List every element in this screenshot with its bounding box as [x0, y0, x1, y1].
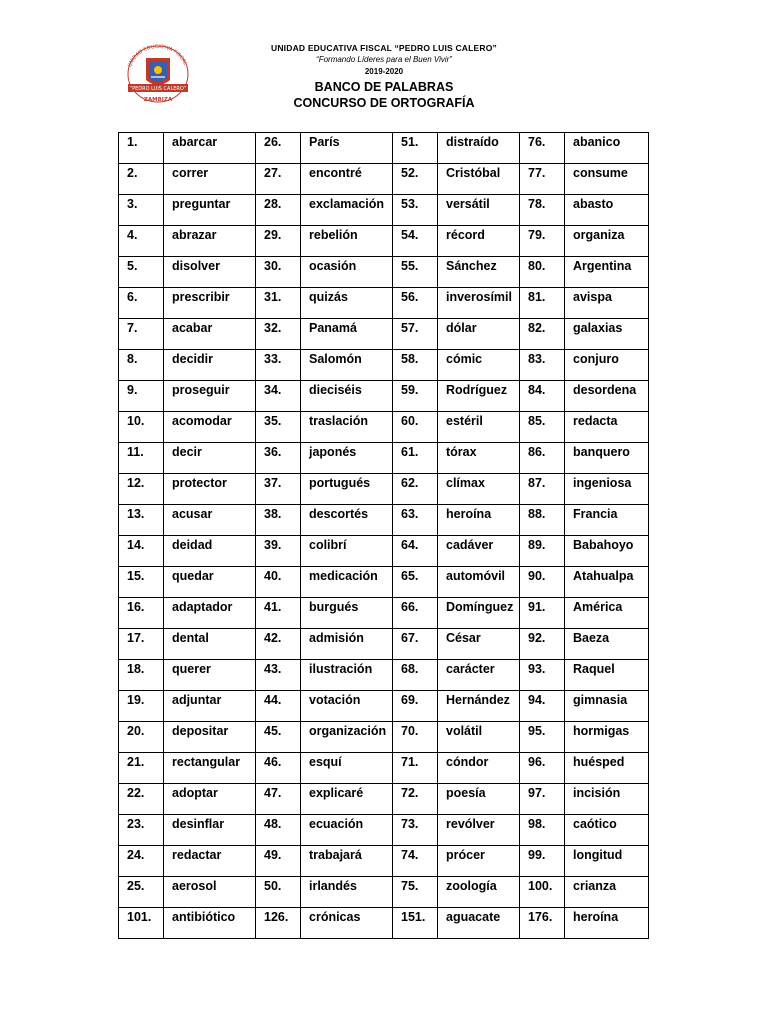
table-row	[119, 350, 649, 381]
table-row	[119, 753, 649, 784]
word-cell: cómic	[438, 350, 520, 381]
word-number-cell: 63.	[393, 505, 438, 536]
school-year: 2019-2020	[364, 67, 404, 76]
word-number-cell: 39.	[256, 536, 301, 567]
word-number-cell: 1.	[119, 133, 164, 164]
word-number-cell: 43.	[256, 660, 301, 691]
word-cell: querer	[164, 660, 256, 691]
table-row	[119, 474, 649, 505]
word-number-cell: 97.	[520, 784, 565, 815]
word-number-cell: 84.	[520, 381, 565, 412]
word-number-cell: 15.	[119, 567, 164, 598]
word-cell: prócer	[438, 846, 520, 877]
word-number-cell: 93.	[520, 660, 565, 691]
word-number-cell: 92.	[520, 629, 565, 660]
word-cell: ingeniosa	[565, 474, 649, 505]
table-row	[119, 443, 649, 474]
word-cell: Panamá	[301, 319, 393, 350]
word-cell: abarcar	[164, 133, 256, 164]
word-cell: organización	[301, 722, 393, 753]
word-cell: abrazar	[164, 226, 256, 257]
word-number-cell: 24.	[119, 846, 164, 877]
word-cell: quizás	[301, 288, 393, 319]
table-row	[119, 195, 649, 226]
word-number-cell: 151.	[393, 908, 438, 939]
word-cell: carácter	[438, 660, 520, 691]
word-cell: consume	[565, 164, 649, 195]
word-cell: preguntar	[164, 195, 256, 226]
word-number-cell: 81.	[520, 288, 565, 319]
logo-arc-text: UNIDAD EDUCATIVA FISCAL	[127, 43, 189, 69]
word-cell: Salomón	[301, 350, 393, 381]
word-cell: Sánchez	[438, 257, 520, 288]
word-number-cell: 82.	[520, 319, 565, 350]
word-cell: deidad	[164, 536, 256, 567]
word-number-cell: 37.	[256, 474, 301, 505]
word-cell: dieciséis	[301, 381, 393, 412]
word-cell: decir	[164, 443, 256, 474]
word-number-cell: 54.	[393, 226, 438, 257]
word-cell: gimnasia	[565, 691, 649, 722]
word-cell: exclamación	[301, 195, 393, 226]
word-cell: conjuro	[565, 350, 649, 381]
word-cell: depositar	[164, 722, 256, 753]
word-number-cell: 33.	[256, 350, 301, 381]
word-cell: crianza	[565, 877, 649, 908]
word-cell: cóndor	[438, 753, 520, 784]
word-cell: colibrí	[301, 536, 393, 567]
word-cell: redactar	[164, 846, 256, 877]
word-number-cell: 12.	[119, 474, 164, 505]
word-cell: revólver	[438, 815, 520, 846]
table-row	[119, 505, 649, 536]
word-number-cell: 42.	[256, 629, 301, 660]
word-cell: ocasión	[301, 257, 393, 288]
table-row	[119, 598, 649, 629]
word-bank-table	[118, 132, 649, 939]
word-number-cell: 49.	[256, 846, 301, 877]
word-cell: adoptar	[164, 784, 256, 815]
word-number-cell: 48.	[256, 815, 301, 846]
word-cell: portugués	[301, 474, 393, 505]
word-cell: estéril	[438, 412, 520, 443]
word-cell: prescribir	[164, 288, 256, 319]
word-number-cell: 26.	[256, 133, 301, 164]
table-row	[119, 412, 649, 443]
word-cell: Babahoyo	[565, 536, 649, 567]
word-number-cell: 20.	[119, 722, 164, 753]
word-cell: irlandés	[301, 877, 393, 908]
word-cell: récord	[438, 226, 520, 257]
word-number-cell: 60.	[393, 412, 438, 443]
word-cell: trabajará	[301, 846, 393, 877]
word-number-cell: 79.	[520, 226, 565, 257]
word-cell: adjuntar	[164, 691, 256, 722]
word-cell: América	[565, 598, 649, 629]
word-number-cell: 85.	[520, 412, 565, 443]
table-row	[119, 722, 649, 753]
page-title: BANCO DE PALABRAS	[314, 80, 454, 94]
word-cell: abasto	[565, 195, 649, 226]
word-cell: protector	[164, 474, 256, 505]
word-number-cell: 59.	[393, 381, 438, 412]
word-number-cell: 55.	[393, 257, 438, 288]
word-number-cell: 80.	[520, 257, 565, 288]
word-cell: ecuación	[301, 815, 393, 846]
school-name: UNIDAD EDUCATIVA FISCAL “PEDRO LUIS CALERO”	[271, 43, 497, 53]
table-row	[119, 319, 649, 350]
page-subtitle: CONCURSO DE ORTOGRAFÍA	[293, 96, 475, 110]
word-number-cell: 98.	[520, 815, 565, 846]
word-cell: inverosímil	[438, 288, 520, 319]
word-number-cell: 57.	[393, 319, 438, 350]
word-cell: Rodríguez	[438, 381, 520, 412]
word-cell: encontré	[301, 164, 393, 195]
word-cell: César	[438, 629, 520, 660]
word-cell: avispa	[565, 288, 649, 319]
word-number-cell: 95.	[520, 722, 565, 753]
word-cell: distraído	[438, 133, 520, 164]
word-cell: burgués	[301, 598, 393, 629]
table-row	[119, 226, 649, 257]
table-row	[119, 536, 649, 567]
word-number-cell: 91.	[520, 598, 565, 629]
word-cell: Atahualpa	[565, 567, 649, 598]
word-cell: heroína	[565, 908, 649, 939]
word-number-cell: 7.	[119, 319, 164, 350]
word-number-cell: 46.	[256, 753, 301, 784]
word-cell: admisión	[301, 629, 393, 660]
table-row	[119, 288, 649, 319]
word-number-cell: 47.	[256, 784, 301, 815]
word-cell: medicación	[301, 567, 393, 598]
word-number-cell: 90.	[520, 567, 565, 598]
word-number-cell: 73.	[393, 815, 438, 846]
word-cell: Baeza	[565, 629, 649, 660]
word-number-cell: 50.	[256, 877, 301, 908]
word-number-cell: 94.	[520, 691, 565, 722]
table-row	[119, 133, 649, 164]
word-cell: automóvil	[438, 567, 520, 598]
word-number-cell: 58.	[393, 350, 438, 381]
word-cell: París	[301, 133, 393, 164]
word-number-cell: 13.	[119, 505, 164, 536]
word-cell: Cristóbal	[438, 164, 520, 195]
word-number-cell: 70.	[393, 722, 438, 753]
word-number-cell: 25.	[119, 877, 164, 908]
word-cell: adaptador	[164, 598, 256, 629]
word-cell: desinflar	[164, 815, 256, 846]
word-number-cell: 2.	[119, 164, 164, 195]
word-number-cell: 83.	[520, 350, 565, 381]
word-number-cell: 96.	[520, 753, 565, 784]
word-number-cell: 45.	[256, 722, 301, 753]
word-number-cell: 65.	[393, 567, 438, 598]
word-cell: dólar	[438, 319, 520, 350]
word-cell: correr	[164, 164, 256, 195]
word-cell: explicaré	[301, 784, 393, 815]
word-number-cell: 61.	[393, 443, 438, 474]
word-cell: banquero	[565, 443, 649, 474]
table-row	[119, 908, 649, 939]
word-cell: abanico	[565, 133, 649, 164]
word-cell: proseguir	[164, 381, 256, 412]
word-number-cell: 30.	[256, 257, 301, 288]
word-cell: Francia	[565, 505, 649, 536]
word-cell: Raquel	[565, 660, 649, 691]
word-cell: acusar	[164, 505, 256, 536]
word-cell: ilustración	[301, 660, 393, 691]
word-number-cell: 176.	[520, 908, 565, 939]
word-cell: antibiótico	[164, 908, 256, 939]
word-cell: dental	[164, 629, 256, 660]
word-number-cell: 66.	[393, 598, 438, 629]
word-number-cell: 100.	[520, 877, 565, 908]
word-number-cell: 76.	[520, 133, 565, 164]
word-number-cell: 19.	[119, 691, 164, 722]
word-cell: acabar	[164, 319, 256, 350]
word-number-cell: 40.	[256, 567, 301, 598]
word-number-cell: 14.	[119, 536, 164, 567]
word-cell: rebelión	[301, 226, 393, 257]
word-cell: votación	[301, 691, 393, 722]
table-row	[119, 815, 649, 846]
word-number-cell: 72.	[393, 784, 438, 815]
word-cell: decidir	[164, 350, 256, 381]
word-cell: aguacate	[438, 908, 520, 939]
word-number-cell: 3.	[119, 195, 164, 226]
word-number-cell: 87.	[520, 474, 565, 505]
word-number-cell: 69.	[393, 691, 438, 722]
word-number-cell: 126.	[256, 908, 301, 939]
word-cell: hormigas	[565, 722, 649, 753]
word-number-cell: 34.	[256, 381, 301, 412]
word-number-cell: 22.	[119, 784, 164, 815]
word-number-cell: 38.	[256, 505, 301, 536]
word-number-cell: 77.	[520, 164, 565, 195]
word-number-cell: 18.	[119, 660, 164, 691]
table-row	[119, 660, 649, 691]
word-number-cell: 62.	[393, 474, 438, 505]
word-cell: crónicas	[301, 908, 393, 939]
word-number-cell: 4.	[119, 226, 164, 257]
word-number-cell: 89.	[520, 536, 565, 567]
logo-banner-text: “PEDRO LUIS CALERO”	[129, 86, 187, 92]
word-number-cell: 56.	[393, 288, 438, 319]
word-number-cell: 78.	[520, 195, 565, 226]
school-motto: “Formando Líderes para el Buen Vivir”	[316, 55, 452, 64]
word-number-cell: 36.	[256, 443, 301, 474]
word-cell: Argentina	[565, 257, 649, 288]
word-cell: zoología	[438, 877, 520, 908]
word-number-cell: 86.	[520, 443, 565, 474]
word-cell: redacta	[565, 412, 649, 443]
word-cell: versátil	[438, 195, 520, 226]
table-row	[119, 567, 649, 598]
word-cell: desordena	[565, 381, 649, 412]
word-cell: heroína	[438, 505, 520, 536]
word-number-cell: 21.	[119, 753, 164, 784]
word-cell: cadáver	[438, 536, 520, 567]
table-row	[119, 381, 649, 412]
word-cell: huésped	[565, 753, 649, 784]
logo-place-text: ZAMBIZA	[143, 97, 173, 103]
word-number-cell: 68.	[393, 660, 438, 691]
word-cell: descortés	[301, 505, 393, 536]
word-cell: aerosol	[164, 877, 256, 908]
word-number-cell: 31.	[256, 288, 301, 319]
table-row	[119, 877, 649, 908]
word-cell: acomodar	[164, 412, 256, 443]
word-number-cell: 17.	[119, 629, 164, 660]
table-row	[119, 257, 649, 288]
word-cell: Domínguez	[438, 598, 520, 629]
word-number-cell: 88.	[520, 505, 565, 536]
word-cell: disolver	[164, 257, 256, 288]
word-number-cell: 16.	[119, 598, 164, 629]
word-cell: poesía	[438, 784, 520, 815]
word-number-cell: 35.	[256, 412, 301, 443]
word-cell: volátil	[438, 722, 520, 753]
word-cell: longitud	[565, 846, 649, 877]
word-number-cell: 41.	[256, 598, 301, 629]
word-number-cell: 28.	[256, 195, 301, 226]
word-cell: Hernández	[438, 691, 520, 722]
word-cell: esquí	[301, 753, 393, 784]
word-number-cell: 6.	[119, 288, 164, 319]
word-number-cell: 51.	[393, 133, 438, 164]
word-number-cell: 9.	[119, 381, 164, 412]
word-number-cell: 11.	[119, 443, 164, 474]
word-number-cell: 99.	[520, 846, 565, 877]
word-number-cell: 74.	[393, 846, 438, 877]
word-cell: clímax	[438, 474, 520, 505]
word-number-cell: 32.	[256, 319, 301, 350]
word-number-cell: 53.	[393, 195, 438, 226]
word-cell: caótico	[565, 815, 649, 846]
word-number-cell: 29.	[256, 226, 301, 257]
table-row	[119, 164, 649, 195]
word-number-cell: 64.	[393, 536, 438, 567]
word-number-cell: 23.	[119, 815, 164, 846]
table-row	[119, 691, 649, 722]
word-number-cell: 8.	[119, 350, 164, 381]
word-cell: traslación	[301, 412, 393, 443]
word-cell: incisión	[565, 784, 649, 815]
word-cell: galaxias	[565, 319, 649, 350]
word-cell: rectangular	[164, 753, 256, 784]
word-number-cell: 44.	[256, 691, 301, 722]
word-number-cell: 27.	[256, 164, 301, 195]
word-cell: japonés	[301, 443, 393, 474]
word-number-cell: 5.	[119, 257, 164, 288]
word-cell: organiza	[565, 226, 649, 257]
table-row	[119, 629, 649, 660]
word-number-cell: 52.	[393, 164, 438, 195]
word-cell: quedar	[164, 567, 256, 598]
word-number-cell: 67.	[393, 629, 438, 660]
word-number-cell: 101.	[119, 908, 164, 939]
table-row	[119, 784, 649, 815]
word-number-cell: 71.	[393, 753, 438, 784]
word-number-cell: 75.	[393, 877, 438, 908]
word-cell: tórax	[438, 443, 520, 474]
table-row	[119, 846, 649, 877]
word-bank-body	[119, 133, 649, 939]
word-number-cell: 10.	[119, 412, 164, 443]
